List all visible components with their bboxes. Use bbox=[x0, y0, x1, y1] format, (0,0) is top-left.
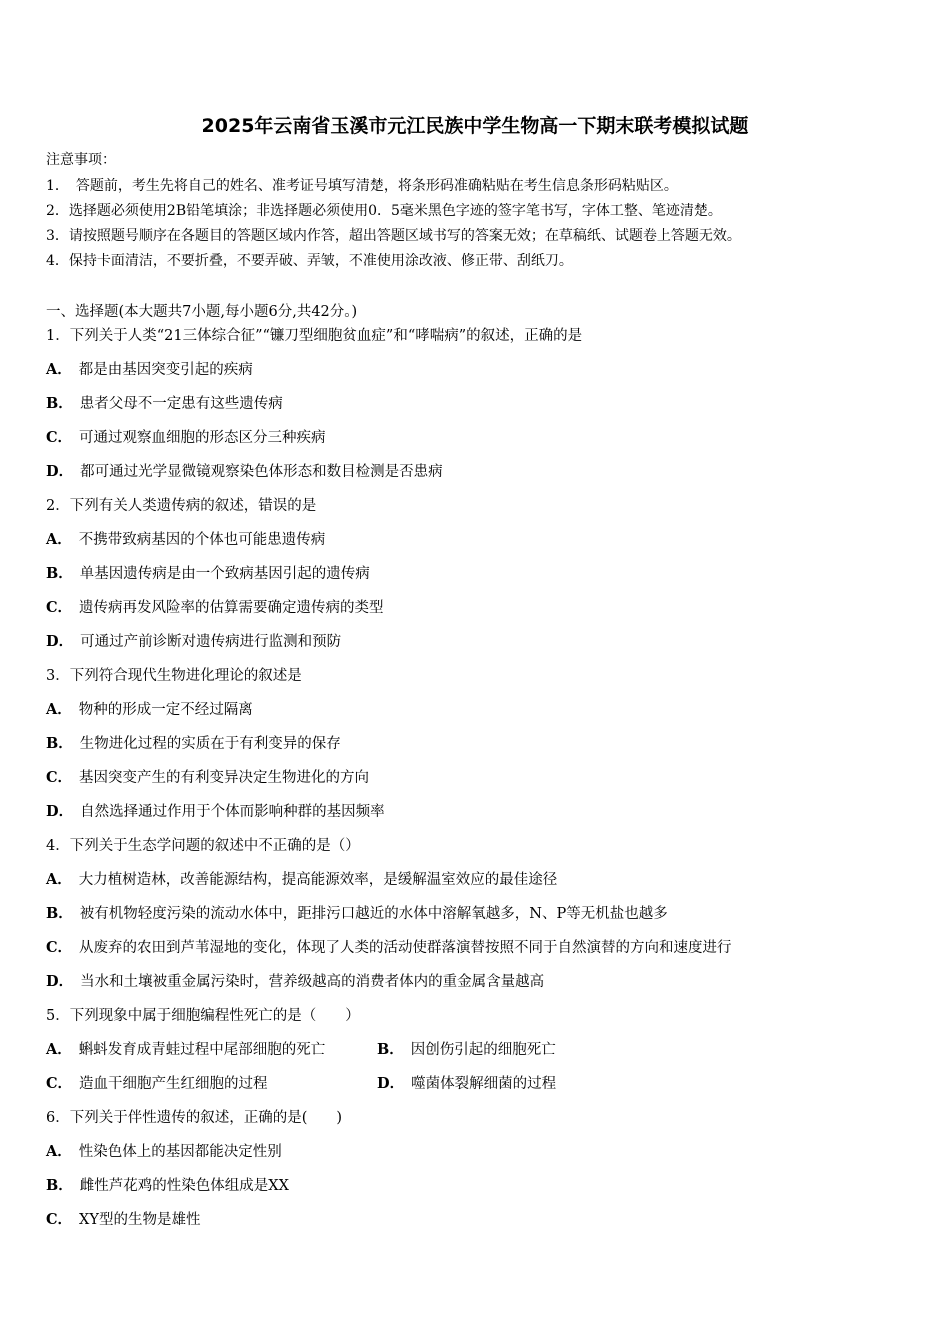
option-text: 患者父母不一定患有这些遗传病 bbox=[79, 396, 283, 412]
question-5-option-a bbox=[46, 1040, 325, 1060]
notice-item-1: 1． 答题前，考生先将自己的姓名、准考证号填写清楚，将条形码准确粘贴在考生信息条形码粘贴区。 bbox=[46, 178, 678, 194]
question-5-option-c bbox=[46, 1074, 268, 1094]
question-5-option-d bbox=[377, 1074, 556, 1094]
option-letter: A． bbox=[46, 1143, 72, 1160]
question-3-stem bbox=[46, 666, 302, 686]
option-text: 因创伤引起的细胞死亡 bbox=[410, 1042, 556, 1058]
question-number: 3． bbox=[46, 668, 70, 684]
option-letter: C． bbox=[46, 939, 73, 956]
option-letter: A． bbox=[46, 1041, 72, 1058]
option-letter: A． bbox=[46, 871, 72, 888]
option-text: 大力植树造林，改善能源结构，提高能源效率，是缓解温室效应的最佳途径 bbox=[78, 872, 558, 888]
notice-item-2: 2．选择题必须使用2B铅笔填涂；非选择题必须使用0．5毫米黑色字迹的签字笔书写，字体工整、笔迹清楚。 bbox=[46, 203, 722, 219]
question-2-stem bbox=[46, 496, 316, 516]
option-text: 基因突变产生的有利变异决定生物进化的方向 bbox=[79, 770, 370, 786]
option-letter: D． bbox=[46, 803, 74, 820]
question-3-option-b bbox=[46, 734, 341, 754]
question-text: 下列关于人类“21三体综合征”“镰刀型细胞贫血症”和“哮喘病”的叙述，正确的是 bbox=[69, 328, 583, 344]
option-letter: D． bbox=[46, 633, 74, 650]
question-text: 下列关于生态学问题的叙述中不正确的是（） bbox=[69, 838, 360, 854]
question-text: 下列现象中属于细胞编程性死亡的是（ ） bbox=[69, 1008, 360, 1024]
option-text: 从废弃的农田到芦苇湿地的变化，体现了人类的活动使群落演替按照不同于自然演替的方向和速度进行 bbox=[79, 940, 732, 956]
option-letter: C． bbox=[46, 769, 73, 786]
question-5-stem bbox=[46, 1006, 360, 1026]
option-letter: B． bbox=[46, 1177, 73, 1194]
option-letter: A． bbox=[46, 701, 72, 718]
option-text: 被有机物轻度污染的流动水体中，距排污口越近的水体中溶解氧越多，N、P等无机盐也越多 bbox=[79, 906, 668, 922]
option-letter: C． bbox=[46, 429, 73, 446]
question-1-option-b bbox=[46, 394, 283, 414]
question-6-stem bbox=[46, 1108, 342, 1128]
option-letter: D． bbox=[46, 973, 74, 990]
question-2-option-a bbox=[46, 530, 325, 550]
question-text: 下列关于伴性遗传的叙述，正确的是( ) bbox=[69, 1110, 343, 1126]
option-text: 都可通过光学显微镜观察染色体形态和数目检测是否患病 bbox=[80, 464, 443, 480]
question-number: 4． bbox=[46, 838, 70, 854]
option-text: 不携带致病基因的个体也可能患遗传病 bbox=[78, 532, 326, 548]
option-letter: D． bbox=[46, 463, 74, 480]
option-letter: C． bbox=[46, 1211, 73, 1228]
option-text: 可通过产前诊断对遗传病进行监测和预防 bbox=[80, 634, 342, 650]
page-title: 2025年云南省玉溪市元江民族中学生物高一下期末联考模拟试题 bbox=[201, 115, 749, 137]
question-4-option-a bbox=[46, 870, 557, 890]
question-4-option-d bbox=[46, 972, 544, 992]
option-text: 物种的形成一定不经过隔离 bbox=[78, 702, 253, 718]
option-letter: B． bbox=[46, 905, 73, 922]
option-text: 雌性芦花鸡的性染色体组成是XX bbox=[79, 1178, 289, 1194]
question-2-option-b bbox=[46, 564, 370, 584]
question-4-stem bbox=[46, 836, 360, 856]
question-text: 下列有关人类遗传病的叙述，错误的是 bbox=[69, 498, 317, 514]
option-letter: B． bbox=[377, 1041, 404, 1058]
option-text: 都是由基因突变引起的疾病 bbox=[78, 362, 253, 378]
question-6-option-a bbox=[46, 1142, 282, 1162]
option-text: 可通过观察血细胞的形态区分三种疾病 bbox=[79, 430, 326, 446]
option-letter: B． bbox=[46, 565, 73, 582]
question-3-option-d bbox=[46, 802, 385, 822]
option-text: 遗传病再发风险率的估算需要确定遗传病的类型 bbox=[79, 600, 384, 616]
option-text: 生物进化过程的实质在于有利变异的保存 bbox=[79, 736, 341, 752]
question-5-option-b bbox=[377, 1040, 556, 1060]
question-text: 下列符合现代生物进化理论的叙述是 bbox=[69, 668, 302, 684]
option-text: 蝌蚪发育成青蛙过程中尾部细胞的死亡 bbox=[78, 1042, 326, 1058]
option-text: 性染色体上的基因都能决定性别 bbox=[78, 1144, 282, 1160]
option-text: XY型的生物是雄性 bbox=[79, 1212, 201, 1228]
notice-heading: 注意事项： bbox=[46, 152, 116, 168]
question-3-option-a bbox=[46, 700, 253, 720]
question-1-option-c bbox=[46, 428, 326, 448]
option-letter: B． bbox=[46, 395, 73, 412]
option-text: 噬菌体裂解细菌的过程 bbox=[411, 1076, 557, 1092]
question-4-option-b bbox=[46, 904, 668, 924]
question-number: 1． bbox=[46, 328, 70, 344]
question-4-option-c bbox=[46, 938, 732, 958]
option-letter: C． bbox=[46, 599, 73, 616]
option-letter: D． bbox=[377, 1075, 405, 1092]
question-6-option-b bbox=[46, 1176, 289, 1196]
question-3-option-c bbox=[46, 768, 369, 788]
question-number: 6． bbox=[46, 1110, 70, 1126]
notice-item-4: 4．保持卡面清洁，不要折叠，不要弄破、弄皱，不准使用涂改液、修正带、刮纸刀。 bbox=[46, 253, 573, 269]
option-text: 造血干细胞产生红细胞的过程 bbox=[79, 1076, 268, 1092]
question-number: 5． bbox=[46, 1008, 70, 1024]
question-2-option-d bbox=[46, 632, 341, 652]
question-6-option-c bbox=[46, 1210, 200, 1230]
option-letter: A． bbox=[46, 531, 72, 548]
question-number: 2． bbox=[46, 498, 70, 514]
section-heading: 一、选择题(本大题共7小题,每小题6分,共42分。) bbox=[46, 304, 358, 320]
question-1-option-a bbox=[46, 360, 253, 380]
question-1-option-d bbox=[46, 462, 443, 482]
question-1-stem bbox=[46, 326, 582, 346]
option-letter: A． bbox=[46, 361, 72, 378]
option-text: 当水和土壤被重金属污染时，营养级越高的消费者体内的重金属含量越高 bbox=[80, 974, 545, 990]
option-text: 自然选择通过作用于个体而影响种群的基因频率 bbox=[80, 804, 385, 820]
option-letter: B． bbox=[46, 735, 73, 752]
notice-item-3: 3．请按照题号顺序在各题目的答题区域内作答，超出答题区域书写的答案无效；在草稿纸、试题卷上答题无效。 bbox=[46, 228, 741, 244]
option-letter: C． bbox=[46, 1075, 73, 1092]
option-text: 单基因遗传病是由一个致病基因引起的遗传病 bbox=[79, 566, 370, 582]
question-2-option-c bbox=[46, 598, 384, 618]
